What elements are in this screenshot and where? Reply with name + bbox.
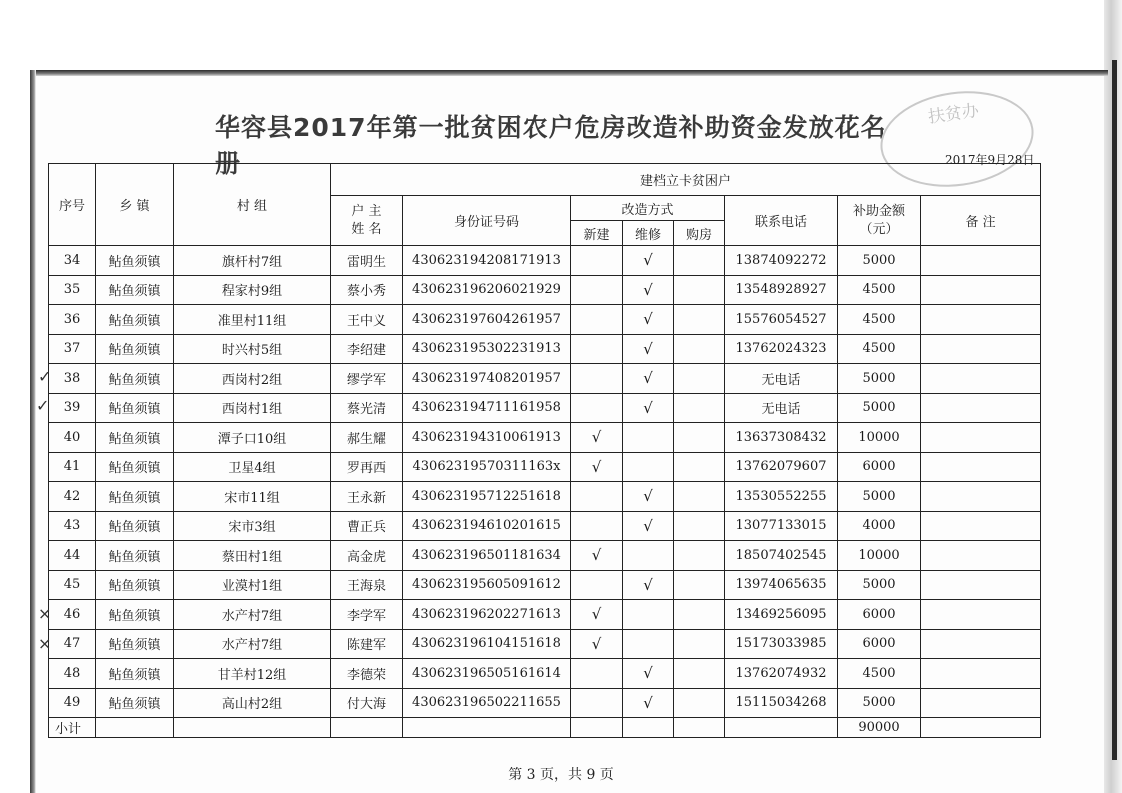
- cell-purchase: [674, 305, 725, 335]
- cell-name: 高金虎: [331, 541, 403, 571]
- cell-new-build: [571, 570, 623, 600]
- scan-background: [0, 0, 1122, 68]
- cell-name: 蔡光清: [331, 393, 403, 423]
- table-row: [49, 541, 1041, 571]
- cell-seq: 39: [49, 393, 96, 423]
- cell-new-build: [571, 275, 623, 305]
- cell-town: 鲇鱼须镇: [96, 511, 174, 541]
- cell-village: 水产村7组: [174, 600, 331, 630]
- cell-repair: √: [623, 570, 674, 600]
- cell-amount: 5000: [838, 570, 921, 600]
- cell-new-build: √: [571, 452, 623, 482]
- header-town: 乡 镇: [96, 164, 174, 246]
- table-row: [49, 364, 1041, 394]
- cell-amount: 5000: [838, 688, 921, 718]
- cell-new-build: √: [571, 629, 623, 659]
- cell-new-build: √: [571, 423, 623, 453]
- cell-remarks: [921, 511, 1041, 541]
- cell-repair: [623, 629, 674, 659]
- cell-seq: 35: [49, 275, 96, 305]
- cell-amount: 5000: [838, 393, 921, 423]
- cell-new-build: √: [571, 541, 623, 571]
- cell-name: 李绍建: [331, 334, 403, 364]
- cell-town: 鲇鱼须镇: [96, 600, 174, 630]
- cell-name: 蔡小秀: [331, 275, 403, 305]
- cell-purchase: [674, 246, 725, 276]
- table-row: [49, 305, 1041, 335]
- document-title: 华容县2017年第一批贫困农户危房改造补助资金发放花名册: [215, 113, 887, 178]
- cell-id-number: 430623194711161958: [403, 393, 571, 423]
- cell-village: 程家村9组: [174, 275, 331, 305]
- table-row: [49, 423, 1041, 453]
- cell-amount: 4500: [838, 334, 921, 364]
- scan-top-edge: [30, 70, 1108, 76]
- cell-remarks: [921, 482, 1041, 512]
- cell-town: 鲇鱼须镇: [96, 570, 174, 600]
- cell-village: 高山村2组: [174, 688, 331, 718]
- cell-town: 鲇鱼须镇: [96, 334, 174, 364]
- cell-seq: 46: [49, 600, 96, 630]
- header-phone: 联系电话: [725, 196, 838, 246]
- cell-phone: 13762079607: [725, 452, 838, 482]
- cell-id-number: 430623196206021929: [403, 275, 571, 305]
- cell-purchase: [674, 482, 725, 512]
- cell-village: 业漠村1组: [174, 570, 331, 600]
- cell-purchase: [674, 275, 725, 305]
- roster-table: [48, 163, 1041, 738]
- table-row: [49, 600, 1041, 630]
- cell-seq: 36: [49, 305, 96, 335]
- cell-new-build: [571, 659, 623, 689]
- cell-name: 缪学军: [331, 364, 403, 394]
- cell-name: 付大海: [331, 688, 403, 718]
- cell-amount: 4000: [838, 511, 921, 541]
- cell-remarks: [921, 393, 1041, 423]
- cell-town: 鲇鱼须镇: [96, 541, 174, 571]
- handwritten-mark: ×: [38, 604, 52, 623]
- cell-amount: 5000: [838, 482, 921, 512]
- cell-amount: 10000: [838, 541, 921, 571]
- cell-phone: 无电话: [725, 393, 838, 423]
- table-row: [49, 570, 1041, 600]
- cell-town: 鲇鱼须镇: [96, 246, 174, 276]
- cell-repair: √: [623, 246, 674, 276]
- cell-name: 王永新: [331, 482, 403, 512]
- cell-purchase: [674, 570, 725, 600]
- cell-remarks: [921, 452, 1041, 482]
- cell-seq: 47: [49, 629, 96, 659]
- cell-seq: 34: [49, 246, 96, 276]
- cell-purchase: [674, 541, 725, 571]
- header-amount: 补助金额 （元）: [838, 196, 921, 246]
- header-householder: 户 主 姓 名: [331, 196, 403, 246]
- cell-id-number: 430623196104151618: [403, 629, 571, 659]
- cell-remarks: [921, 659, 1041, 689]
- cell-purchase: [674, 688, 725, 718]
- cell-town: 鲇鱼须镇: [96, 275, 174, 305]
- cell-phone: 13762024323: [725, 334, 838, 364]
- cell-new-build: [571, 364, 623, 394]
- cell-amount: 5000: [838, 364, 921, 394]
- cell-name: 李学军: [331, 600, 403, 630]
- cell-id-number: 430623197604261957: [403, 305, 571, 335]
- cell-remarks: [921, 600, 1041, 630]
- cell-id-number: 430623196502211655: [403, 688, 571, 718]
- cell-name: 王海泉: [331, 570, 403, 600]
- header-method: 改造方式: [571, 196, 725, 221]
- cell-phone: 13874092272: [725, 246, 838, 276]
- cell-new-build: [571, 688, 623, 718]
- cell-seq: 43: [49, 511, 96, 541]
- cell-remarks: [921, 275, 1041, 305]
- cell-seq: 49: [49, 688, 96, 718]
- cell-new-build: [571, 511, 623, 541]
- cell-name: 郝生耀: [331, 423, 403, 453]
- cell-village: 旗杆村7组: [174, 246, 331, 276]
- document-date: 2017年9月28日: [945, 153, 1035, 167]
- cell-purchase: [674, 423, 725, 453]
- table-row: [49, 659, 1041, 689]
- cell-amount: 6000: [838, 600, 921, 630]
- cell-remarks: [921, 423, 1041, 453]
- cell-repair: √: [623, 393, 674, 423]
- cell-remarks: [921, 334, 1041, 364]
- cell-id-number: 430623194208171913: [403, 246, 571, 276]
- handwritten-mark: ×: [38, 634, 52, 653]
- cell-repair: [623, 423, 674, 453]
- cell-amount: 6000: [838, 452, 921, 482]
- cell-town: 鲇鱼须镇: [96, 423, 174, 453]
- handwritten-mark: ✓: [38, 367, 52, 386]
- cell-village: 潭子口10组: [174, 423, 331, 453]
- handwritten-mark: ✓: [36, 396, 50, 415]
- cell-amount: 4500: [838, 275, 921, 305]
- cell-name: 李德荣: [331, 659, 403, 689]
- table-row: [49, 511, 1041, 541]
- cell-seq: 41: [49, 452, 96, 482]
- cell-remarks: [921, 541, 1041, 571]
- cell-id-number: 430623196505161614: [403, 659, 571, 689]
- cell-remarks: [921, 570, 1041, 600]
- cell-id-number: 430623195302231913: [403, 334, 571, 364]
- header-group: 建档立卡贫困户: [331, 164, 1041, 196]
- cell-id-number: 43062319570311163x: [403, 452, 571, 482]
- header-remarks: 备 注: [921, 196, 1041, 246]
- cell-purchase: [674, 364, 725, 394]
- cell-phone: 15576054527: [725, 305, 838, 335]
- cell-village: 卫星4组: [174, 452, 331, 482]
- cell-phone: 15115034268: [725, 688, 838, 718]
- cell-town: 鲇鱼须镇: [96, 452, 174, 482]
- table-row: [49, 275, 1041, 305]
- cell-village: 宋市11组: [174, 482, 331, 512]
- cell-repair: [623, 600, 674, 630]
- cell-purchase: [674, 334, 725, 364]
- cell-amount: 6000: [838, 629, 921, 659]
- cell-town: 鲇鱼须镇: [96, 305, 174, 335]
- cell-remarks: [921, 246, 1041, 276]
- cell-repair: [623, 541, 674, 571]
- header-village: 村 组: [174, 164, 331, 246]
- cell-remarks: [921, 305, 1041, 335]
- cell-amount: 4500: [838, 659, 921, 689]
- cell-purchase: [674, 393, 725, 423]
- cell-purchase: [674, 629, 725, 659]
- cell-village: 西岗村2组: [174, 364, 331, 394]
- cell-amount: 4500: [838, 305, 921, 335]
- cell-town: 鲇鱼须镇: [96, 659, 174, 689]
- cell-seq: 38: [49, 364, 96, 394]
- official-stamp: 扶贫办: [874, 82, 1040, 197]
- cell-village: 时兴村5组: [174, 334, 331, 364]
- cell-purchase: [674, 511, 725, 541]
- cell-new-build: [571, 305, 623, 335]
- cell-seq: 48: [49, 659, 96, 689]
- table-row: [49, 482, 1041, 512]
- header-new-build: 新建: [571, 221, 623, 246]
- cell-amount: 5000: [838, 246, 921, 276]
- cell-village: 准里村11组: [174, 305, 331, 335]
- cell-phone: 15173033985: [725, 629, 838, 659]
- cell-id-number: 430623195712251618: [403, 482, 571, 512]
- cell-phone: 13762074932: [725, 659, 838, 689]
- cell-name: 王中义: [331, 305, 403, 335]
- header-purchase: 购房: [674, 221, 725, 246]
- page-footer: 第 3 页，共 9 页: [508, 767, 614, 783]
- cell-repair: √: [623, 688, 674, 718]
- cell-remarks: [921, 364, 1041, 394]
- cell-phone: 13077133015: [725, 511, 838, 541]
- header-repair: 维修: [623, 221, 674, 246]
- table-row: [49, 334, 1041, 364]
- table-row: [49, 629, 1041, 659]
- cell-phone: 18507402545: [725, 541, 838, 571]
- scan-right-shadow: [1112, 60, 1117, 760]
- cell-village: 蔡田村1组: [174, 541, 331, 571]
- subtotal-label: 小计: [49, 718, 96, 738]
- cell-new-build: √: [571, 600, 623, 630]
- cell-village: 水产村7组: [174, 629, 331, 659]
- cell-remarks: [921, 629, 1041, 659]
- cell-seq: 44: [49, 541, 96, 571]
- scan-left-edge: [30, 70, 36, 793]
- cell-phone: 13637308432: [725, 423, 838, 453]
- cell-seq: 37: [49, 334, 96, 364]
- cell-purchase: [674, 452, 725, 482]
- header-id-number: 身份证号码: [403, 196, 571, 246]
- cell-phone: 13530552255: [725, 482, 838, 512]
- cell-repair: √: [623, 334, 674, 364]
- cell-name: 曹正兵: [331, 511, 403, 541]
- cell-town: 鲇鱼须镇: [96, 482, 174, 512]
- cell-id-number: 430623194310061913: [403, 423, 571, 453]
- cell-phone: 13974065635: [725, 570, 838, 600]
- table-row: [49, 246, 1041, 276]
- cell-phone: 13548928927: [725, 275, 838, 305]
- cell-purchase: [674, 600, 725, 630]
- cell-village: 甘羊村12组: [174, 659, 331, 689]
- cell-repair: √: [623, 659, 674, 689]
- cell-phone: 13469256095: [725, 600, 838, 630]
- cell-repair: √: [623, 275, 674, 305]
- cell-new-build: [571, 246, 623, 276]
- subtotal-amount: 90000: [838, 718, 921, 738]
- cell-id-number: 430623195605091612: [403, 570, 571, 600]
- cell-repair: √: [623, 364, 674, 394]
- cell-purchase: [674, 659, 725, 689]
- table-row: [49, 688, 1041, 718]
- table-row: [49, 393, 1041, 423]
- cell-id-number: 430623197408201957: [403, 364, 571, 394]
- header-seq: 序号: [49, 164, 96, 246]
- cell-town: 鲇鱼须镇: [96, 364, 174, 394]
- cell-repair: √: [623, 305, 674, 335]
- cell-name: 罗再西: [331, 452, 403, 482]
- cell-town: 鲇鱼须镇: [96, 688, 174, 718]
- cell-id-number: 430623194610201615: [403, 511, 571, 541]
- cell-seq: 45: [49, 570, 96, 600]
- cell-id-number: 430623196202271613: [403, 600, 571, 630]
- cell-remarks: [921, 688, 1041, 718]
- cell-amount: 10000: [838, 423, 921, 453]
- cell-seq: 40: [49, 423, 96, 453]
- cell-new-build: [571, 482, 623, 512]
- cell-new-build: [571, 334, 623, 364]
- cell-seq: 42: [49, 482, 96, 512]
- cell-new-build: [571, 393, 623, 423]
- cell-name: 陈建军: [331, 629, 403, 659]
- cell-village: 宋市3组: [174, 511, 331, 541]
- cell-repair: √: [623, 482, 674, 512]
- table-row: [49, 452, 1041, 482]
- cell-village: 西岗村1组: [174, 393, 331, 423]
- cell-repair: √: [623, 511, 674, 541]
- cell-town: 鲇鱼须镇: [96, 629, 174, 659]
- cell-id-number: 430623196501181634: [403, 541, 571, 571]
- cell-name: 雷明生: [331, 246, 403, 276]
- cell-repair: [623, 452, 674, 482]
- cell-phone: 无电话: [725, 364, 838, 394]
- cell-town: 鲇鱼须镇: [96, 393, 174, 423]
